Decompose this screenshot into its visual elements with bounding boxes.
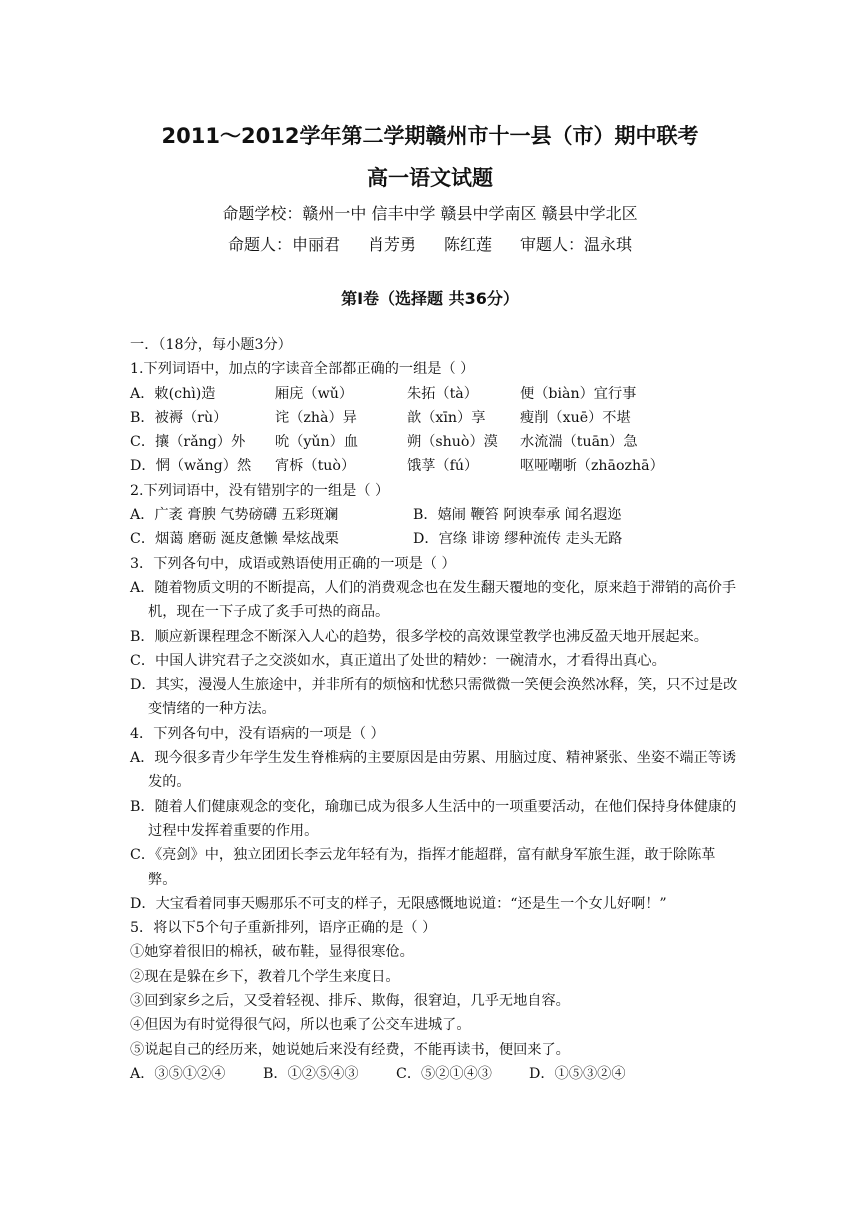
q5-choices	[130, 1062, 740, 1086]
q3-option-c: C．中国人讲究君子之交淡如水，真正道出了处世的精妙：一碗清水，才看得出真心。	[130, 652, 666, 669]
q1-c-2: 吮（yǔn）血	[275, 434, 359, 451]
q1-row-c	[130, 430, 740, 454]
q1-d-2: 宵柝（tuò）	[275, 458, 356, 475]
q4-option-a: A．现今很多青少年学生发生脊椎病的主要原因是由劳累、用脑过度、精神紧张、坐姿不端正等诱发的。	[130, 750, 737, 791]
q1-b-3: 歆（xīn）享	[407, 409, 486, 426]
q5-sentence-1: ①她穿着很旧的棉袄，破布鞋，显得很寒伧。	[130, 944, 414, 961]
setter-1: 命题人：申丽君	[227, 235, 340, 254]
q1-c-3: 朔（shuò）漠	[407, 434, 498, 451]
setting-schools: 命题学校：赣州一中 信丰中学 赣县中学南区 赣县中学北区	[222, 204, 638, 223]
q2-option-a: A．广袤 膏腴 气势磅礴 五彩斑斓	[130, 507, 339, 524]
q2-option-b: B．嬉闹 鞭笞 阿谀奉承 闻名遐迩	[413, 507, 622, 524]
q1-row-b	[130, 406, 740, 430]
q5-choice-a: A．③⑤①②④	[130, 1065, 226, 1082]
q5-stem: 5．将以下5个句子重新排列，语序正确的是（ ）	[130, 920, 437, 937]
q5-choice-b: B．①②⑤④③	[263, 1065, 359, 1082]
q4-stem: 4．下列各句中，没有语病的一项是（ ）	[130, 725, 385, 742]
exam-subtitle: 高一语文试题	[367, 166, 493, 190]
q3-stem: 3．下列各句中，成语或熟语使用正确的一项是（ ）	[130, 555, 456, 572]
q2-stem: 2.下列词语中，没有错别字的一组是（ ）	[130, 482, 390, 499]
q5-choice-c: C．⑤②①④③	[396, 1065, 492, 1082]
q1-b-2: 诧（zhà）异	[275, 409, 357, 426]
q1-b-1: B．被褥（rù）	[130, 409, 228, 426]
q1-stem: 1.下列词语中，加点的字读音全部都正确的一组是（ ）	[130, 361, 475, 378]
q1-c-4: 水流湍（tuān）急	[520, 434, 638, 451]
questions	[130, 333, 740, 1086]
q2-option-d: D．宫绦 诽谤 缪种流传 走头无路	[413, 531, 623, 548]
q4-option-c: C．《亮剑》中，独立团团长李云龙年轻有为，指挥才能超群，富有献身军旅生涯，敢于除陈革弊。	[130, 847, 716, 888]
q2-option-c: C．烟蔼 磨砺 涎皮惫懒 晕炫战栗	[130, 531, 339, 548]
q3-option-a: A．随着物质文明的不断提高，人们的消费观念也在发生翻天覆地的变化，原来趋于滞销的高价手机，现在一下子成了炙手可热的商品。	[130, 579, 737, 621]
q1-row-a	[130, 382, 740, 406]
q5-sentence-5: ⑤说起自己的经历来，她说她后来没有经费，不能再读书，便回来了。	[130, 1041, 570, 1058]
q1-d-4: 呕哑嘲哳（zhāozhā）	[520, 458, 664, 475]
q1-a-3: 朱拓（tà）	[407, 385, 478, 402]
q1-b-4: 瘦削（xuē）不堪	[520, 409, 631, 426]
q1-a-2: 厢庑（wǔ）	[275, 385, 354, 402]
q5-sentence-4: ④但因为有时觉得很气闷，所以也乘了公交车进城了。	[130, 1017, 471, 1034]
q4-option-d: D．大宝看着同事天赐那乐不可支的样子，无限感慨地说道：“还是生一个女儿好啊！”	[130, 895, 667, 912]
q1-c-1: C．攘（rǎng）外	[130, 434, 246, 451]
part-heading: 一．（18分，每小题3分）	[130, 337, 292, 353]
q1-a-1: A．敕(chì)造	[130, 385, 216, 402]
section-heading: 第Ⅰ卷（选择题 共36分）	[341, 289, 519, 308]
q1-d-3: 饿莩（fú）	[407, 458, 479, 475]
setter-3: 陈红莲	[444, 235, 493, 254]
q4-option-b: B．随着人们健康观念的变化，瑜珈已成为很多人生活中的一项重要活动，在他们保持身体健康的过程中发挥着重要的作用。	[130, 798, 737, 839]
setters-line	[0, 232, 860, 255]
q3-option-b: B．顺应新课程理念不断深入人心的趋势，很多学校的高效课堂教学也沸反盈天地开展起来。	[130, 628, 708, 645]
q1-row-d	[130, 454, 740, 478]
q1-d-1: D．惘（wǎng）然	[130, 458, 252, 475]
q3-option-d: D．其实，漫漫人生旅途中，并非所有的烦恼和忧愁只需微微一笑便会涣然冰释，笑，只不过是改变情绪的一种方法。	[130, 677, 738, 718]
q5-choice-d: D．①⑤③②④	[529, 1065, 626, 1082]
q5-sentence-2: ②现在是躲在乡下，教着几个学生来度日。	[130, 968, 400, 985]
setter-2: 肖芳勇	[367, 235, 416, 254]
reviewer: 审题人：温永琪	[520, 235, 633, 254]
q2-row-cd	[130, 527, 740, 551]
q2-row-ab	[130, 503, 740, 527]
exam-title: 2011～2012学年第二学期赣州市十一县（市）期中联考	[161, 124, 699, 148]
q5-sentence-3: ③回到家乡之后，又受着轻视、排斥、欺侮，很窘迫，几乎无地自容。	[130, 993, 570, 1010]
q1-a-4: 便（biàn）宜行事	[520, 385, 637, 402]
